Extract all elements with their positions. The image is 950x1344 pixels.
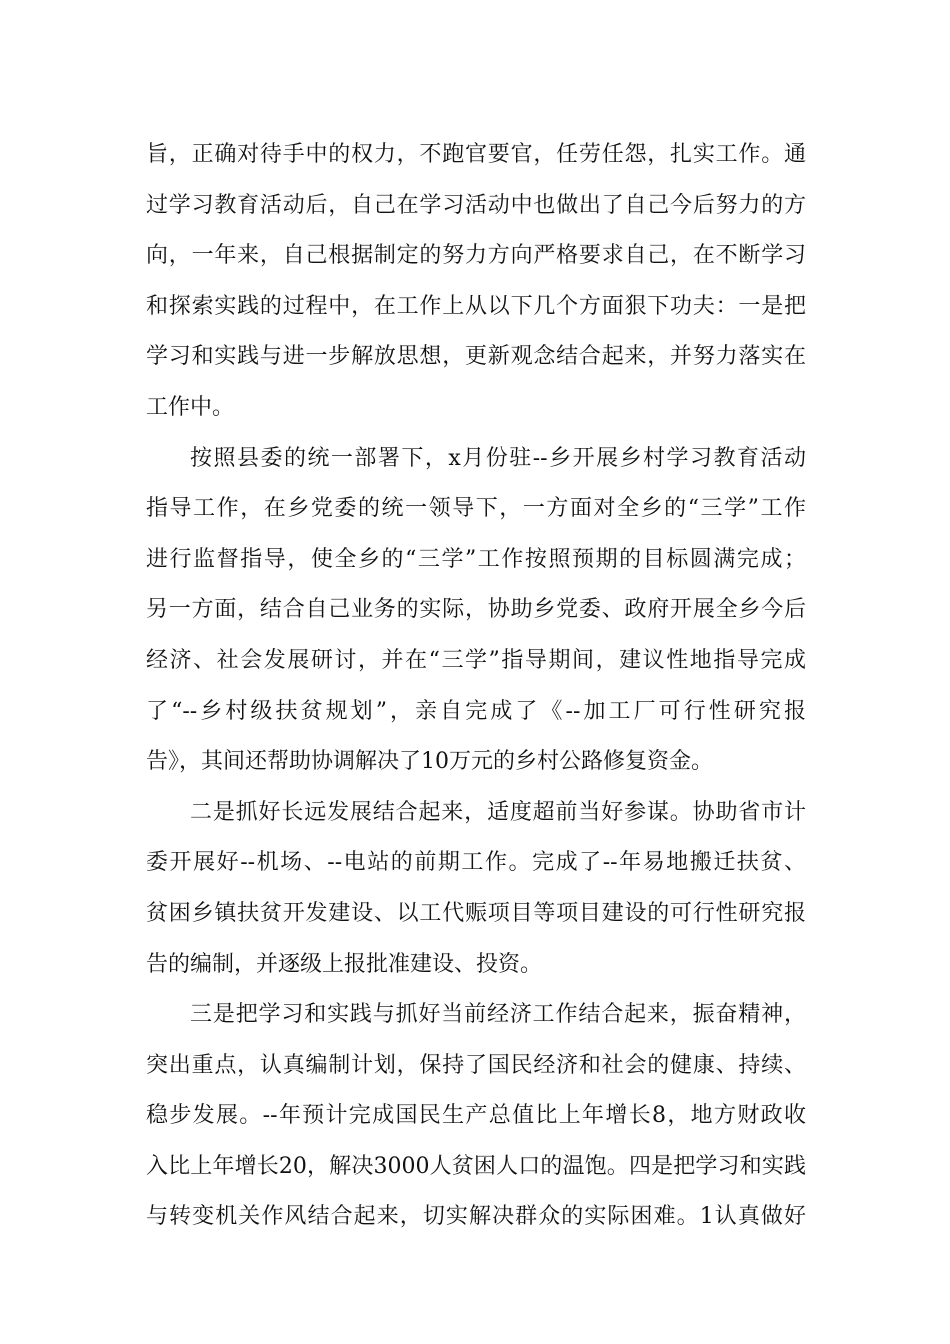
- text-line: 过学习教育活动后，自己在学习活动中也做出了自己今后努力的方: [146, 192, 806, 218]
- text-line: 经济、社会发展研讨，并在“三学”指导期间，建议性地指导完成: [146, 647, 806, 673]
- text-line: 了“--乡村级扶贫规划”，亲自完成了《--加工厂可行性研究报: [146, 698, 806, 724]
- text-line: 入比上年增长20，解决3000人贫困人口的温饱。四是把学习和实践: [146, 1153, 806, 1179]
- text-line: 三是把学习和实践与抓好当前经济工作结合起来，振奋精神，: [190, 1002, 806, 1028]
- text-line: 向，一年来，自己根据制定的努力方向严格要求自己，在不断学习: [146, 243, 806, 269]
- text-line: 突出重点，认真编制计划，保持了国民经济和社会的健康、持续、: [146, 1052, 806, 1078]
- text-line: 贫困乡镇扶贫开发建设、以工代赈项目等项目建设的可行性研究报: [146, 900, 806, 926]
- text-line: 另一方面，结合自己业务的实际，协助乡党委、政府开展全乡今后: [146, 597, 806, 623]
- text-line: 二是抓好长远发展结合起来，适度超前当好参谋。协助省市计: [190, 799, 806, 825]
- text-line: 委开展好--机场、--电站的前期工作。完成了--年易地搬迁扶贫、: [146, 850, 806, 876]
- text-line: 告的编制，并逐级上报批准建设、投资。: [146, 951, 543, 977]
- text-line: 学习和实践与进一步解放思想，更新观念结合起来，并努力落实在: [146, 344, 806, 370]
- document-body: [146, 130, 806, 1243]
- text-line: 旨，正确对待手中的权力，不跑官要官，任劳任怨，扎实工作。通: [146, 142, 806, 167]
- text-line: 稳步发展。--年预计完成国民生产总值比上年增长8，地方财政收: [146, 1103, 806, 1129]
- text-line: 告》，其间还帮助协调解决了10万元的乡村公路修复资金。: [146, 749, 713, 775]
- text-line: 指导工作，在乡党委的统一领导下，一方面对全乡的“三学”工作: [146, 496, 806, 522]
- text-line: 工作中。: [146, 394, 235, 420]
- text-line: 按照县委的统一部署下，x月份驻--乡开展乡村学习教育活动: [190, 445, 806, 471]
- text-line: 与转变机关作风结合起来，切实解决群众的实际困难。1认真做好: [146, 1204, 806, 1230]
- text-line: 进行监督指导，使全乡的“三学”工作按照预期的目标圆满完成；: [146, 546, 806, 572]
- text-line: 和探索实践的过程中，在工作上从以下几个方面狠下功夫：一是把: [146, 293, 806, 319]
